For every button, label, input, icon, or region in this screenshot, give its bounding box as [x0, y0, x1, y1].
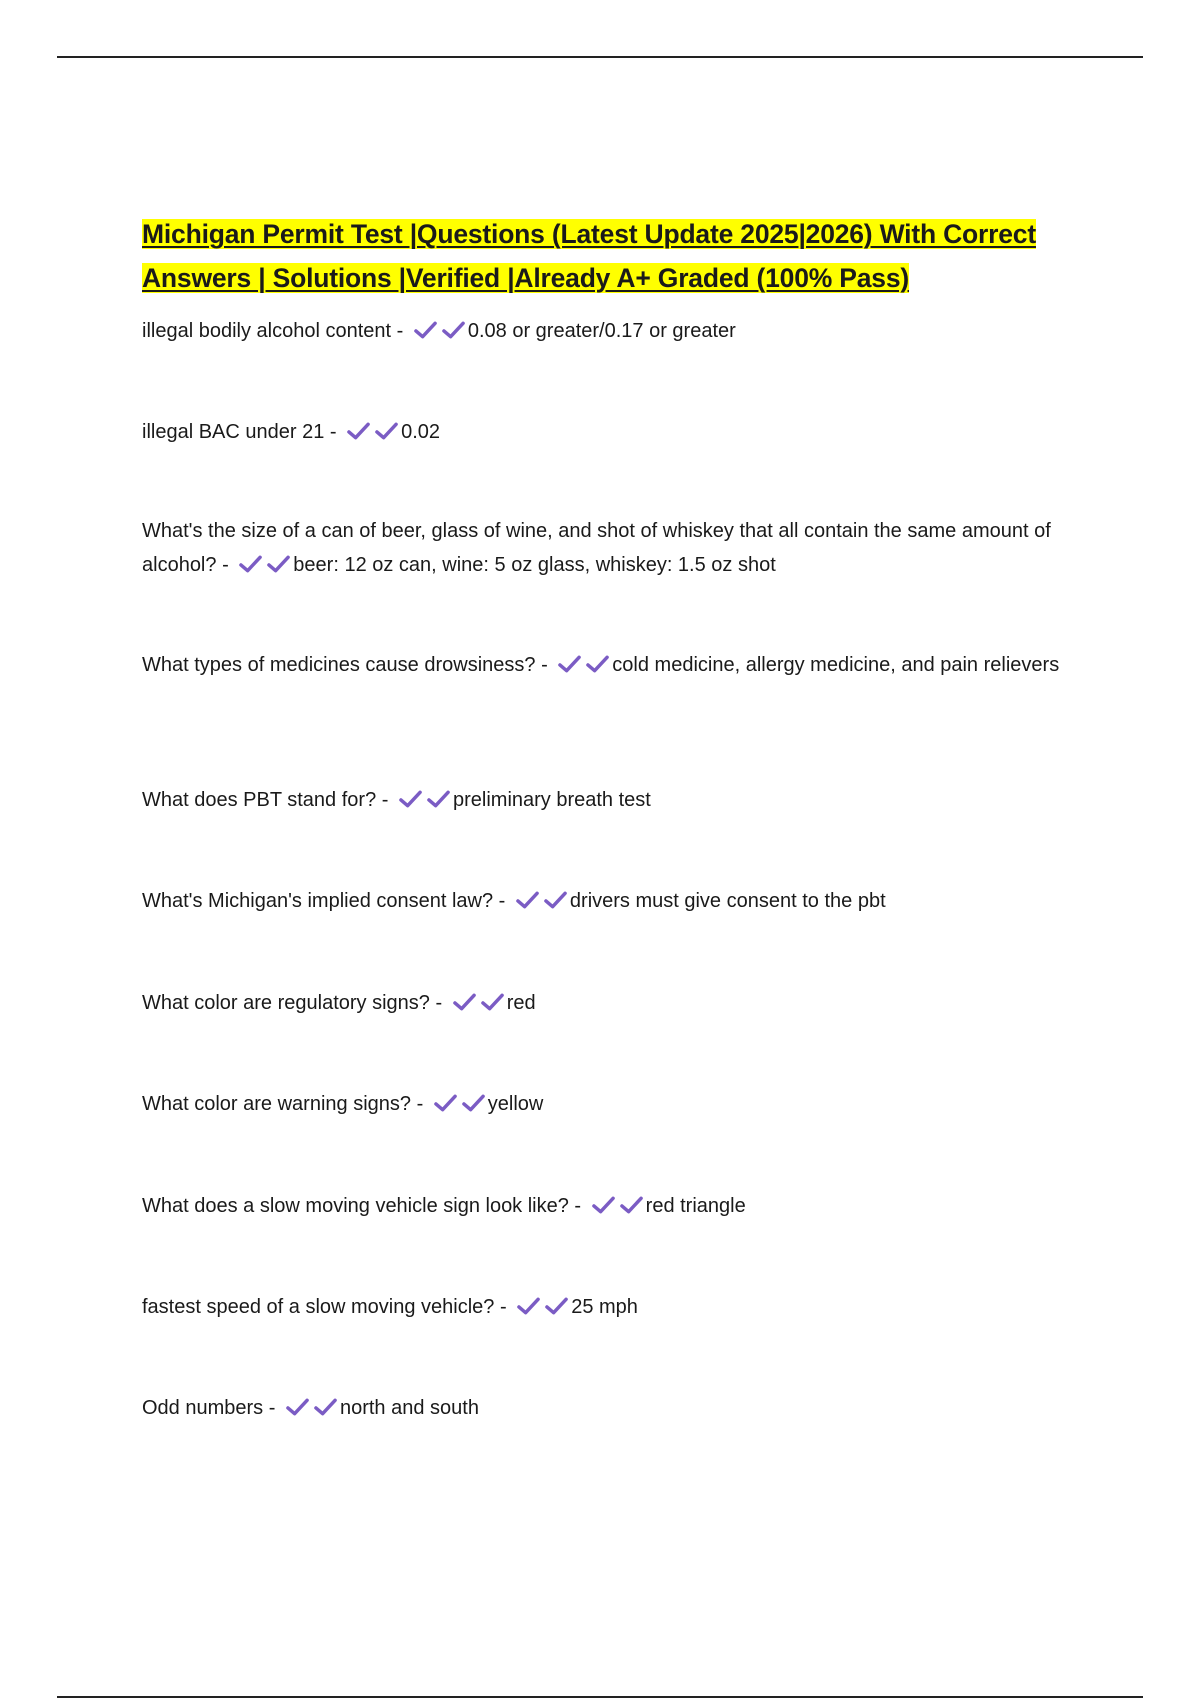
checkmark-icon — [267, 554, 290, 574]
answer-text: 0.02 — [401, 421, 441, 443]
document-title: Michigan Permit Test |Questions (Latest Update 2025|2026) With Correct Answers | Solutions |Verified |Already A+ Graded (100% Pass) — [142, 219, 1036, 293]
checkmark-icon — [544, 890, 567, 910]
qa-item — [142, 1087, 1082, 1121]
separator: - — [324, 421, 343, 443]
checkmark-icon — [347, 421, 370, 441]
separator: - — [263, 1397, 281, 1419]
checkmark-icon — [314, 1397, 337, 1417]
separator: - — [411, 1093, 429, 1115]
checkmark-icon — [516, 890, 539, 910]
checkmark-icon — [442, 320, 465, 340]
checkmark-icon — [517, 1296, 540, 1316]
checkmark-icon — [286, 1397, 309, 1417]
answer-text: north and south — [339, 1397, 479, 1419]
bottom-rule — [57, 1696, 1143, 1698]
separator: - — [391, 320, 409, 342]
question-text: illegal bodily alcohol content — [142, 320, 392, 342]
separator: - — [376, 789, 394, 811]
checkmark-icon — [414, 320, 437, 340]
question-text: What's the size of a can of beer, glass of wine, and shot of whiskey that all contain the same amount of alcohol? — [142, 520, 1051, 576]
qa-item — [142, 884, 1082, 918]
checkmark-icon — [399, 789, 422, 809]
question-text: What's Michigan's implied consent law? — [142, 890, 494, 912]
answer-text: cold medicine, allergy medicine, and pain relievers — [612, 654, 1060, 676]
separator: - — [429, 992, 448, 1014]
checkmark-icon — [462, 1093, 485, 1113]
checkmark-icon — [239, 554, 262, 574]
answer-text: 25 mph — [571, 1296, 638, 1318]
qa-item — [142, 514, 1082, 582]
qa-item — [142, 1391, 1082, 1425]
question-text: What types of medicines cause drowsiness? — [142, 654, 536, 676]
answer-text: 0.08 or greater/0.17 or greater — [467, 320, 736, 342]
top-rule — [57, 56, 1143, 58]
separator: - — [535, 654, 554, 676]
checkmark-icon — [620, 1195, 643, 1215]
separator: - — [493, 890, 511, 912]
qa-item — [142, 1290, 1082, 1324]
answer-text: red triangle — [645, 1195, 746, 1217]
question-text: fastest speed of a slow moving vehicle? — [142, 1296, 495, 1318]
answer-text: drivers must give consent to the pbt — [569, 890, 886, 912]
separator: - — [568, 1195, 587, 1217]
checkmark-icon — [558, 654, 581, 674]
qa-item — [142, 986, 1082, 1020]
separator: - — [494, 1296, 513, 1318]
qa-item — [142, 1189, 1082, 1223]
answer-text: yellow — [487, 1093, 544, 1115]
checkmark-icon — [427, 789, 450, 809]
qa-item — [142, 648, 1082, 682]
answer-text: red — [506, 992, 536, 1014]
question-text: Odd numbers — [142, 1397, 264, 1419]
checkmark-icon — [545, 1296, 568, 1316]
checkmark-icon — [481, 992, 504, 1012]
document-body — [142, 212, 1082, 1419]
answer-text: beer: 12 oz can, wine: 5 oz glass, whiskey: 1.5 oz shot — [293, 554, 776, 576]
checkmark-icon — [592, 1195, 615, 1215]
qa-item — [142, 415, 1082, 449]
separator: - — [216, 554, 235, 576]
question-text: illegal BAC under 21 — [142, 421, 325, 443]
checkmark-icon — [375, 421, 398, 441]
answer-text: preliminary breath test — [452, 789, 651, 811]
question-text: What does PBT stand for? — [142, 789, 377, 811]
checkmark-icon — [586, 654, 609, 674]
checkmark-icon — [434, 1093, 457, 1113]
qa-item — [142, 314, 1082, 348]
qa-item — [142, 783, 1082, 817]
question-text: What color are warning signs? — [142, 1093, 412, 1115]
question-text: What does a slow moving vehicle sign look like? — [142, 1195, 569, 1217]
checkmark-icon — [453, 992, 476, 1012]
question-text: What color are regulatory signs? — [142, 992, 430, 1014]
